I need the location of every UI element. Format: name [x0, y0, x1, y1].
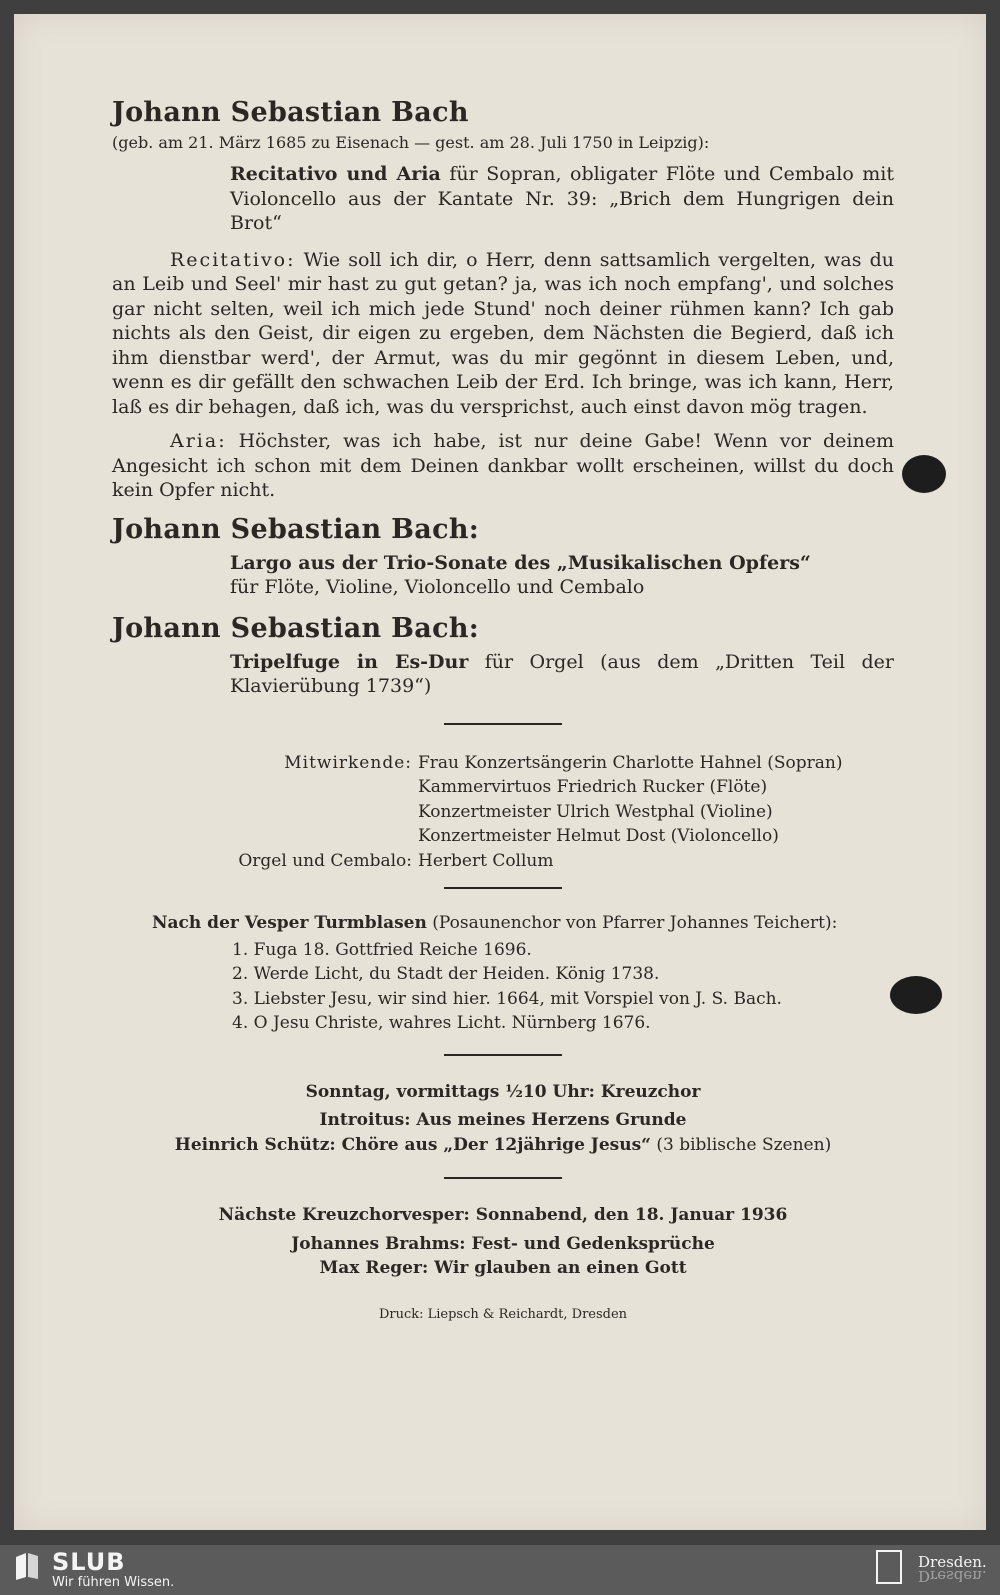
next-vesper-work: Johannes Brahms: Fest- und Gedenksprüche	[291, 1233, 715, 1254]
performer-name: Kammervirtuos Friedrich Rucker (Flöte)	[418, 777, 768, 797]
aria-label: Aria:	[170, 430, 227, 452]
composer-heading: Johann Sebastian Bach	[112, 97, 469, 128]
slub-logo-text[interactable]: SLUB	[52, 1548, 126, 1576]
work-title-bold: Tripelfuge in Es-Dur	[230, 650, 469, 673]
work-title-bold: Largo aus der Trio-Sonate des „Musikalischen Opfers“	[230, 551, 811, 574]
list-item: 2. Werde Licht, du Stadt der Heiden. König 1738.	[232, 964, 660, 984]
dresden-logo-text[interactable]: Dresden.	[918, 1553, 987, 1571]
schuetz-work: Heinrich Schütz: Chöre aus „Der 12jährige Jesus“	[174, 1134, 651, 1155]
work-title-rest: für Flöte, Violine, Violoncello und Cembalo	[230, 576, 645, 598]
recitativo-label: Recitativo:	[170, 248, 296, 271]
performer-row	[112, 775, 894, 800]
dresden-crest-icon	[876, 1550, 902, 1584]
organ-name: Herbert Collum	[418, 850, 554, 871]
work-title	[230, 162, 894, 236]
after-vesper-title: Nach der Vesper Turmblasen	[152, 913, 427, 933]
performers-section	[112, 751, 894, 874]
sunday-service: Sonntag, vormittags ½10 Uhr: Kreuzchor	[305, 1081, 701, 1102]
footer-bar	[0, 1545, 1000, 1595]
performer-name: Konzertmeister Ulrich Westphal (Violine)	[418, 801, 773, 822]
printer-credit: Druck: Liepsch & Reichardt, Dresden	[378, 1306, 628, 1322]
sunday-line	[112, 1108, 894, 1133]
list-item: 4. O Jesu Christe, wahres Licht. Nürnberg 1676.	[232, 1013, 651, 1033]
divider	[444, 1054, 562, 1056]
punch-hole	[890, 976, 942, 1014]
divider	[444, 723, 562, 725]
composer-heading: Johann Sebastian Bach:	[112, 513, 480, 545]
work-title-rest: für Orgel (aus dem „Dritten Teil der Klavierübung 1739“)	[230, 650, 894, 697]
document-page	[14, 14, 986, 1530]
work-title	[230, 551, 894, 600]
performer-row	[112, 824, 894, 849]
divider	[444, 887, 562, 889]
program-content	[112, 96, 894, 1335]
composer-heading: Johann Sebastian Bach:	[112, 612, 480, 644]
next-vesper-work: Max Reger: Wir glauben an einen Gott	[319, 1258, 687, 1278]
after-vesper-note: (Posaunenchor von Pfarrer Johannes Teichert):	[426, 913, 838, 933]
performers-label: Mitwirkende:	[284, 752, 412, 773]
next-vesper-date: Nächste Kreuzchorvesper: Sonnabend, den 18. Januar 1936	[218, 1205, 788, 1225]
recitativo-body: Wie soll ich dir, o Herr, denn sattsamlich vergelten, was du an Leib und Seel' mir hast zu gut getan? ja, was ich noch empfang', und solches gar nicht selten, weil ich mich jede Stund' noch deiner rühmen kann? Ich gab nichts als den Geist, dir eigen zu ergeben, dem Nächsten die Begierd, daß ich ihm dienstbar werd', der Armut, was du mir gegönnt in diesem Leben, und, wenn es dir gefällt den schwachen Leib der Erd. Ich bringe, was ich kann, Herr, laß es dir behagen, daß ich, was du versprichst, auch einst davon mög tragen.	[112, 248, 894, 418]
performer-name: Frau Konzertsängerin Charlotte Hahnel (Sopran)	[418, 752, 843, 773]
schuetz-note: (3 biblische Szenen)	[650, 1134, 832, 1155]
recitativo-text	[112, 248, 894, 420]
after-vesper-section	[152, 911, 894, 936]
book-icon	[14, 1551, 40, 1581]
performer-row	[112, 751, 894, 776]
sunday-line	[112, 1080, 894, 1105]
punch-hole	[902, 455, 946, 493]
organ-label: Orgel und Cembalo:	[238, 850, 412, 871]
next-vesper-section	[112, 1203, 894, 1281]
performer-row	[112, 800, 894, 825]
sunday-section	[112, 1080, 894, 1158]
sunday-line	[112, 1133, 894, 1158]
slub-tagline: Wir führen Wissen.	[52, 1575, 175, 1590]
performer-name: Konzertmeister Helmut Dost (Violoncello)	[418, 826, 779, 846]
list-item: 1. Fuga 18. Gottfried Reiche 1696.	[232, 939, 532, 960]
performer-row	[112, 849, 894, 874]
work-title-bold: Recitativo und Aria	[230, 163, 441, 185]
hymn-list	[232, 938, 894, 1036]
divider	[444, 1177, 562, 1179]
aria-body: Höchster, was ich habe, ist nur deine Gabe! Wenn vor deinem Angesicht ich schon mit dem Deinen dankbar wollt erscheinen, willst du doch kein Opfer nicht.	[112, 430, 894, 501]
work-title	[230, 650, 894, 699]
introitus: Introitus: Aus meines Herzens Grunde	[319, 1110, 687, 1130]
list-item: 3. Liebster Jesu, wir sind hier. 1664, mit Vorspiel von J. S. Bach.	[232, 988, 782, 1009]
dresden-logo-reflection: Dresden.	[918, 1567, 987, 1585]
composer-dates: (geb. am 21. März 1685 zu Eisenach — gest. am 28. Juli 1750 in Leipzig):	[112, 133, 710, 152]
work-title-rest: für Sopran, obligater Flöte und Cembalo mit Violoncello aus der Kantate Nr. 39: „Brich dem Hungrigen dein Brot“	[230, 163, 894, 234]
aria-text	[112, 429, 894, 503]
